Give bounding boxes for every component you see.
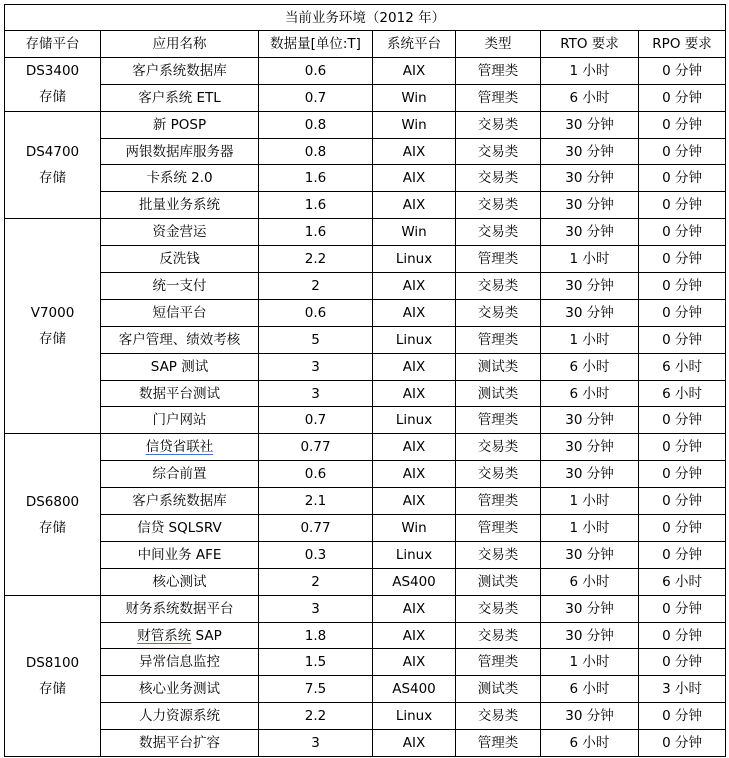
business-environment-table — [4, 4, 726, 757]
rpo-cell: 0 分钟 — [639, 461, 726, 488]
storage-platform-cell — [5, 595, 101, 756]
table-row — [5, 730, 726, 757]
data-volume-cell: 0.3 — [259, 541, 373, 568]
table-row — [5, 541, 726, 568]
app-name-cell: 财管系统 SAP — [101, 622, 259, 649]
system-platform-cell: Linux — [373, 246, 456, 273]
type-cell: 管理类 — [456, 57, 541, 84]
table-row — [5, 326, 726, 353]
type-cell: 交易类 — [456, 219, 541, 246]
data-volume-cell: 2.2 — [259, 703, 373, 730]
type-cell: 交易类 — [456, 622, 541, 649]
rto-cell: 6 小时 — [541, 84, 639, 111]
header-app-name: 应用名称 — [101, 31, 259, 58]
header-row — [5, 31, 726, 58]
table-row — [5, 111, 726, 138]
rto-cell: 1 小时 — [541, 488, 639, 515]
table-row — [5, 219, 726, 246]
system-platform-cell: AS400 — [373, 676, 456, 703]
system-platform-cell: Linux — [373, 703, 456, 730]
storage-platform-suffix: 存储 — [39, 89, 66, 106]
system-platform-cell: Win — [373, 515, 456, 542]
data-volume-cell: 2.2 — [259, 246, 373, 273]
rpo-cell: 0 分钟 — [639, 488, 726, 515]
type-cell: 管理类 — [456, 407, 541, 434]
app-name-cell: SAP 测试 — [101, 353, 259, 380]
table-row — [5, 676, 726, 703]
table-row — [5, 515, 726, 542]
data-volume-cell: 0.6 — [259, 461, 373, 488]
table-row — [5, 703, 726, 730]
system-platform-cell: AIX — [373, 138, 456, 165]
storage-platform-name: DS8100 — [25, 654, 80, 671]
underlined-app-text: 信贷省联社 — [145, 439, 214, 456]
rpo-cell: 0 分钟 — [639, 111, 726, 138]
table-row — [5, 649, 726, 676]
system-platform-cell: AIX — [373, 595, 456, 622]
app-name-cell: 数据平台测试 — [101, 380, 259, 407]
rto-cell: 30 分钟 — [541, 192, 639, 219]
header-system-platform: 系统平台 — [373, 31, 456, 58]
rto-cell: 1 小时 — [541, 57, 639, 84]
data-volume-cell: 0.8 — [259, 111, 373, 138]
type-cell: 交易类 — [456, 299, 541, 326]
type-cell: 管理类 — [456, 326, 541, 353]
rpo-cell: 6 小时 — [639, 380, 726, 407]
rto-cell: 30 分钟 — [541, 434, 639, 461]
rpo-cell: 0 分钟 — [639, 703, 726, 730]
rto-cell: 30 分钟 — [541, 541, 639, 568]
rpo-cell: 0 分钟 — [639, 165, 726, 192]
table-row — [5, 192, 726, 219]
rpo-cell: 0 分钟 — [639, 407, 726, 434]
type-cell: 测试类 — [456, 380, 541, 407]
rto-cell: 30 分钟 — [541, 111, 639, 138]
system-platform-cell: AIX — [373, 461, 456, 488]
type-cell: 管理类 — [456, 246, 541, 273]
header-data-volume: 数据量[单位:T] — [259, 31, 373, 58]
app-name-cell: 统一支付 — [101, 273, 259, 300]
rpo-cell: 0 分钟 — [639, 515, 726, 542]
app-name-cell: 卡系统 2.0 — [101, 165, 259, 192]
type-cell: 交易类 — [456, 192, 541, 219]
rto-cell: 6 小时 — [541, 380, 639, 407]
app-name-cell: 客户管理、绩效考核 — [101, 326, 259, 353]
data-volume-cell: 0.6 — [259, 299, 373, 326]
data-volume-cell: 7.5 — [259, 676, 373, 703]
rpo-cell: 0 分钟 — [639, 84, 726, 111]
app-name-cell: 客户系统数据库 — [101, 488, 259, 515]
data-volume-cell: 1.8 — [259, 622, 373, 649]
app-name-cell: 客户系统数据库 — [101, 57, 259, 84]
type-cell: 管理类 — [456, 515, 541, 542]
header-type: 类型 — [456, 31, 541, 58]
data-volume-cell: 3 — [259, 353, 373, 380]
rpo-cell: 0 分钟 — [639, 192, 726, 219]
type-cell: 测试类 — [456, 676, 541, 703]
system-platform-cell: AIX — [373, 192, 456, 219]
type-cell: 交易类 — [456, 111, 541, 138]
storage-platform-cell — [5, 57, 101, 111]
rto-cell: 30 分钟 — [541, 273, 639, 300]
app-name-cell: 财务系统数据平台 — [101, 595, 259, 622]
rto-cell: 30 分钟 — [541, 461, 639, 488]
table-title: 当前业务环境（2012 年） — [5, 5, 726, 31]
table-row — [5, 246, 726, 273]
rpo-cell: 0 分钟 — [639, 246, 726, 273]
type-cell: 交易类 — [456, 138, 541, 165]
rto-cell: 6 小时 — [541, 353, 639, 380]
app-name-cell: 新 POSP — [101, 111, 259, 138]
type-cell: 交易类 — [456, 461, 541, 488]
data-volume-cell: 1.5 — [259, 649, 373, 676]
app-name-cell: 异常信息监控 — [101, 649, 259, 676]
rto-cell: 30 分钟 — [541, 165, 639, 192]
type-cell: 测试类 — [456, 568, 541, 595]
type-cell: 交易类 — [456, 273, 541, 300]
system-platform-cell: AIX — [373, 434, 456, 461]
type-cell: 测试类 — [456, 353, 541, 380]
system-platform-cell: AIX — [373, 353, 456, 380]
rto-cell: 6 小时 — [541, 730, 639, 757]
rpo-cell: 0 分钟 — [639, 138, 726, 165]
rto-cell: 30 分钟 — [541, 622, 639, 649]
storage-platform-name: DS6800 — [25, 493, 80, 510]
data-volume-cell: 2 — [259, 568, 373, 595]
app-name-cell: 短信平台 — [101, 299, 259, 326]
rto-cell: 30 分钟 — [541, 138, 639, 165]
rpo-cell: 3 小时 — [639, 676, 726, 703]
system-platform-cell: AIX — [373, 165, 456, 192]
rto-cell: 1 小时 — [541, 326, 639, 353]
storage-platform-suffix: 存储 — [39, 169, 66, 186]
table-row — [5, 353, 726, 380]
system-platform-cell: Linux — [373, 407, 456, 434]
app-name-cell: 客户系统 ETL — [101, 84, 259, 111]
app-name-cell: 数据平台扩容 — [101, 730, 259, 757]
app-name-cell: 两银数据库服务器 — [101, 138, 259, 165]
system-platform-cell: Win — [373, 111, 456, 138]
system-platform-cell: Linux — [373, 541, 456, 568]
rto-cell: 30 分钟 — [541, 219, 639, 246]
type-cell: 交易类 — [456, 703, 541, 730]
system-platform-cell: AIX — [373, 649, 456, 676]
app-name-cell: 批量业务系统 — [101, 192, 259, 219]
system-platform-cell: AS400 — [373, 568, 456, 595]
table-row — [5, 595, 726, 622]
app-name-cell — [101, 434, 259, 461]
storage-platform-cell — [5, 434, 101, 595]
type-cell: 管理类 — [456, 649, 541, 676]
data-volume-cell: 1.6 — [259, 165, 373, 192]
underlined-app-text: 财管系统 — [137, 627, 192, 644]
table-row — [5, 84, 726, 111]
rpo-cell: 0 分钟 — [639, 326, 726, 353]
storage-platform-name: DS4700 — [25, 143, 80, 160]
table-row — [5, 273, 726, 300]
table-row — [5, 488, 726, 515]
rpo-cell: 6 小时 — [639, 353, 726, 380]
system-platform-cell: AIX — [373, 488, 456, 515]
data-volume-cell: 1.6 — [259, 192, 373, 219]
app-name-cell: 信贷 SQLSRV — [101, 515, 259, 542]
type-cell: 管理类 — [456, 730, 541, 757]
rto-cell: 1 小时 — [541, 649, 639, 676]
type-cell: 交易类 — [456, 434, 541, 461]
table-row — [5, 165, 726, 192]
header-rto: RTO 要求 — [541, 31, 639, 58]
data-volume-cell: 5 — [259, 326, 373, 353]
title-row — [5, 5, 726, 31]
storage-platform-name: V7000 — [30, 305, 75, 322]
header-rpo: RPO 要求 — [639, 31, 726, 58]
header-storage-platform: 存储平台 — [5, 31, 101, 58]
data-volume-cell: 2 — [259, 273, 373, 300]
system-platform-cell: AIX — [373, 299, 456, 326]
rpo-cell: 0 分钟 — [639, 622, 726, 649]
data-volume-cell: 0.7 — [259, 84, 373, 111]
system-platform-cell: AIX — [373, 273, 456, 300]
system-platform-cell: AIX — [373, 380, 456, 407]
system-platform-cell: AIX — [373, 730, 456, 757]
system-platform-cell: AIX — [373, 57, 456, 84]
app-name-cell: 反洗钱 — [101, 246, 259, 273]
rto-cell: 30 分钟 — [541, 703, 639, 730]
storage-platform-suffix: 存储 — [39, 331, 66, 348]
app-name-cell: 核心业务测试 — [101, 676, 259, 703]
data-volume-cell: 0.8 — [259, 138, 373, 165]
type-cell: 管理类 — [456, 488, 541, 515]
table-row — [5, 57, 726, 84]
type-cell: 交易类 — [456, 541, 541, 568]
rpo-cell: 0 分钟 — [639, 57, 726, 84]
system-platform-cell: Win — [373, 84, 456, 111]
system-platform-cell: AIX — [373, 622, 456, 649]
rpo-cell: 6 小时 — [639, 568, 726, 595]
rto-cell: 30 分钟 — [541, 595, 639, 622]
rto-cell: 30 分钟 — [541, 407, 639, 434]
rpo-cell: 0 分钟 — [639, 299, 726, 326]
table-row — [5, 434, 726, 461]
table-row — [5, 380, 726, 407]
data-volume-cell: 3 — [259, 595, 373, 622]
table-row — [5, 622, 726, 649]
rpo-cell: 0 分钟 — [639, 730, 726, 757]
app-name-cell: 中间业务 AFE — [101, 541, 259, 568]
data-volume-cell: 2.1 — [259, 488, 373, 515]
data-volume-cell: 3 — [259, 730, 373, 757]
system-platform-cell: Win — [373, 219, 456, 246]
storage-platform-suffix: 存储 — [39, 680, 66, 697]
app-name-cell: 核心测试 — [101, 568, 259, 595]
rto-cell: 30 分钟 — [541, 299, 639, 326]
table-row — [5, 407, 726, 434]
system-platform-cell: Linux — [373, 326, 456, 353]
data-volume-cell: 0.7 — [259, 407, 373, 434]
storage-platform-name: DS3400 — [25, 63, 80, 80]
table-row — [5, 461, 726, 488]
data-volume-cell: 0.6 — [259, 57, 373, 84]
rpo-cell: 0 分钟 — [639, 649, 726, 676]
data-volume-cell: 1.6 — [259, 219, 373, 246]
rto-cell: 1 小时 — [541, 246, 639, 273]
rto-cell: 1 小时 — [541, 515, 639, 542]
table-row — [5, 568, 726, 595]
data-volume-cell: 0.77 — [259, 434, 373, 461]
storage-platform-cell — [5, 219, 101, 434]
storage-platform-cell — [5, 111, 101, 219]
table-row — [5, 299, 726, 326]
type-cell: 管理类 — [456, 84, 541, 111]
type-cell: 交易类 — [456, 595, 541, 622]
table-body — [5, 57, 726, 756]
app-name-cell: 综合前置 — [101, 461, 259, 488]
rpo-cell: 0 分钟 — [639, 219, 726, 246]
table-row — [5, 138, 726, 165]
rpo-cell: 0 分钟 — [639, 434, 726, 461]
app-name-cell: 资金营运 — [101, 219, 259, 246]
rpo-cell: 0 分钟 — [639, 541, 726, 568]
rpo-cell: 0 分钟 — [639, 273, 726, 300]
rpo-cell: 0 分钟 — [639, 595, 726, 622]
data-volume-cell: 0.77 — [259, 515, 373, 542]
rto-cell: 6 小时 — [541, 568, 639, 595]
app-name-cell: 门户网站 — [101, 407, 259, 434]
rto-cell: 6 小时 — [541, 676, 639, 703]
data-volume-cell: 3 — [259, 380, 373, 407]
storage-platform-suffix: 存储 — [39, 519, 66, 536]
app-name-cell: 人力资源系统 — [101, 703, 259, 730]
type-cell: 交易类 — [456, 165, 541, 192]
